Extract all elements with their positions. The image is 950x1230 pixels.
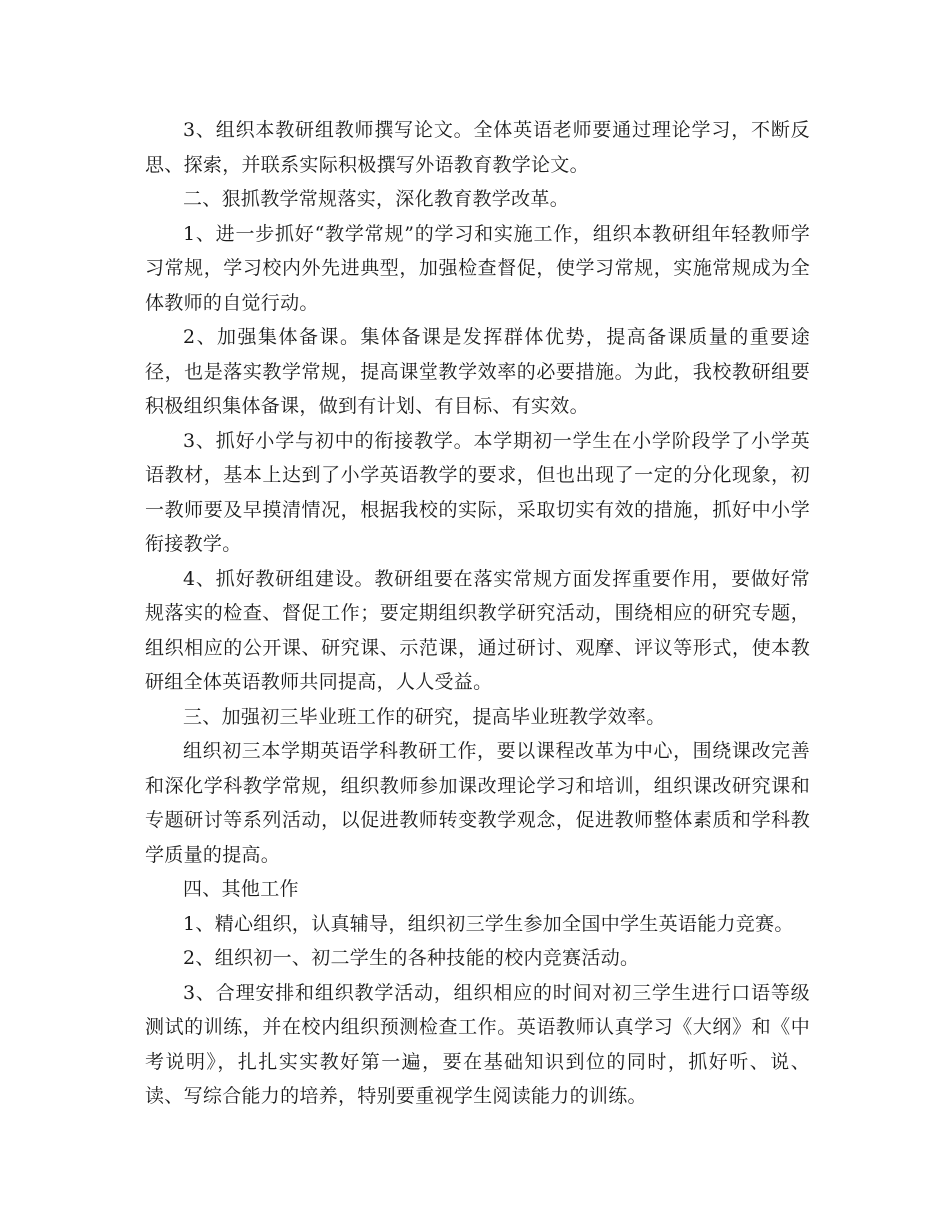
document-body	[145, 113, 810, 1114]
paragraph-3: 1、进一步抓好“教学常规”的学习和实施工作，组织本教研组年轻教师学习常规，学习校内外先进典型，加强检查督促，使学习常规，实施常规成为全体教师的自觉行动。	[145, 222, 810, 314]
paragraph-5: 3、抓好小学与初中的衔接教学。本学期初一学生在小学阶段学了小学英语教材，基本上达到了小学英语教学的要求，但也出现了一定的分化现象，初一教师要及早摸清情况，根据我校的实际，采取切实有效的措施，抓好中小学衔接教学。	[145, 429, 810, 555]
paragraph-1: 3、组织本教研组教师撰写论文。全体英语老师要通过理论学习，不断反思、探索，并联系实际积极撰写外语教育教学论文。	[145, 119, 810, 176]
paragraph-10: 1、精心组织，认真辅导，组织初三学生参加全国中学生英语能力竞赛。	[183, 912, 794, 935]
paragraph-11: 2、组织初一、初二学生的各种技能的校内竞赛活动。	[183, 947, 640, 969]
paragraph-4: 2、加强集体备课。集体备课是发挥群体优势，提高备课质量的重要途径，也是落实教学常规，提高课堂教学效率的必要措施。为此，我校教研组要积极组织集体备课，做到有计划、有目标、有实效。	[145, 326, 810, 417]
section-heading-3: 三、加强初三毕业班工作的研究，提高毕业班教学效率。	[183, 705, 666, 728]
section-heading-2: 二、狠抓教学常规落实，深化教育教学改革。	[183, 188, 570, 210]
section-heading-4: 四、其他工作	[183, 878, 299, 900]
paragraph-12: 3、合理安排和组织教学活动，组织相应的时间对初三学生进行口语等级测试的训练，并在校内组织预测检查工作。英语教师认真学习《大纲》和《中考说明》，扎扎实实教好第一遍，要在基础知识到位的同时，抓好听、说、读、写综合能力的培养，特别要重视学生阅读能力的训练。	[145, 981, 810, 1107]
paragraph-8: 组织初三本学期英语学科教研工作，要以课程改革为中心，围绕课改完善和深化学科教学常规，组织教师参加课改理论学习和培训，组织课改研究课和专题研讨等系列活动，以促进教师转变教学观念，促进教师整体素质和学科教学质量的提高。	[145, 740, 810, 866]
paragraph-6: 4、抓好教研组建设。教研组要在落实常规方面发挥重要作用，要做好常规落实的检查、督促工作；要定期组织教学研究活动，围绕相应的研究专题，组织相应的公开课、研究课、示范课，通过研讨、观摩、评议等形式，使本教研组全体英语教师共同提高，人人受益。	[145, 567, 810, 693]
